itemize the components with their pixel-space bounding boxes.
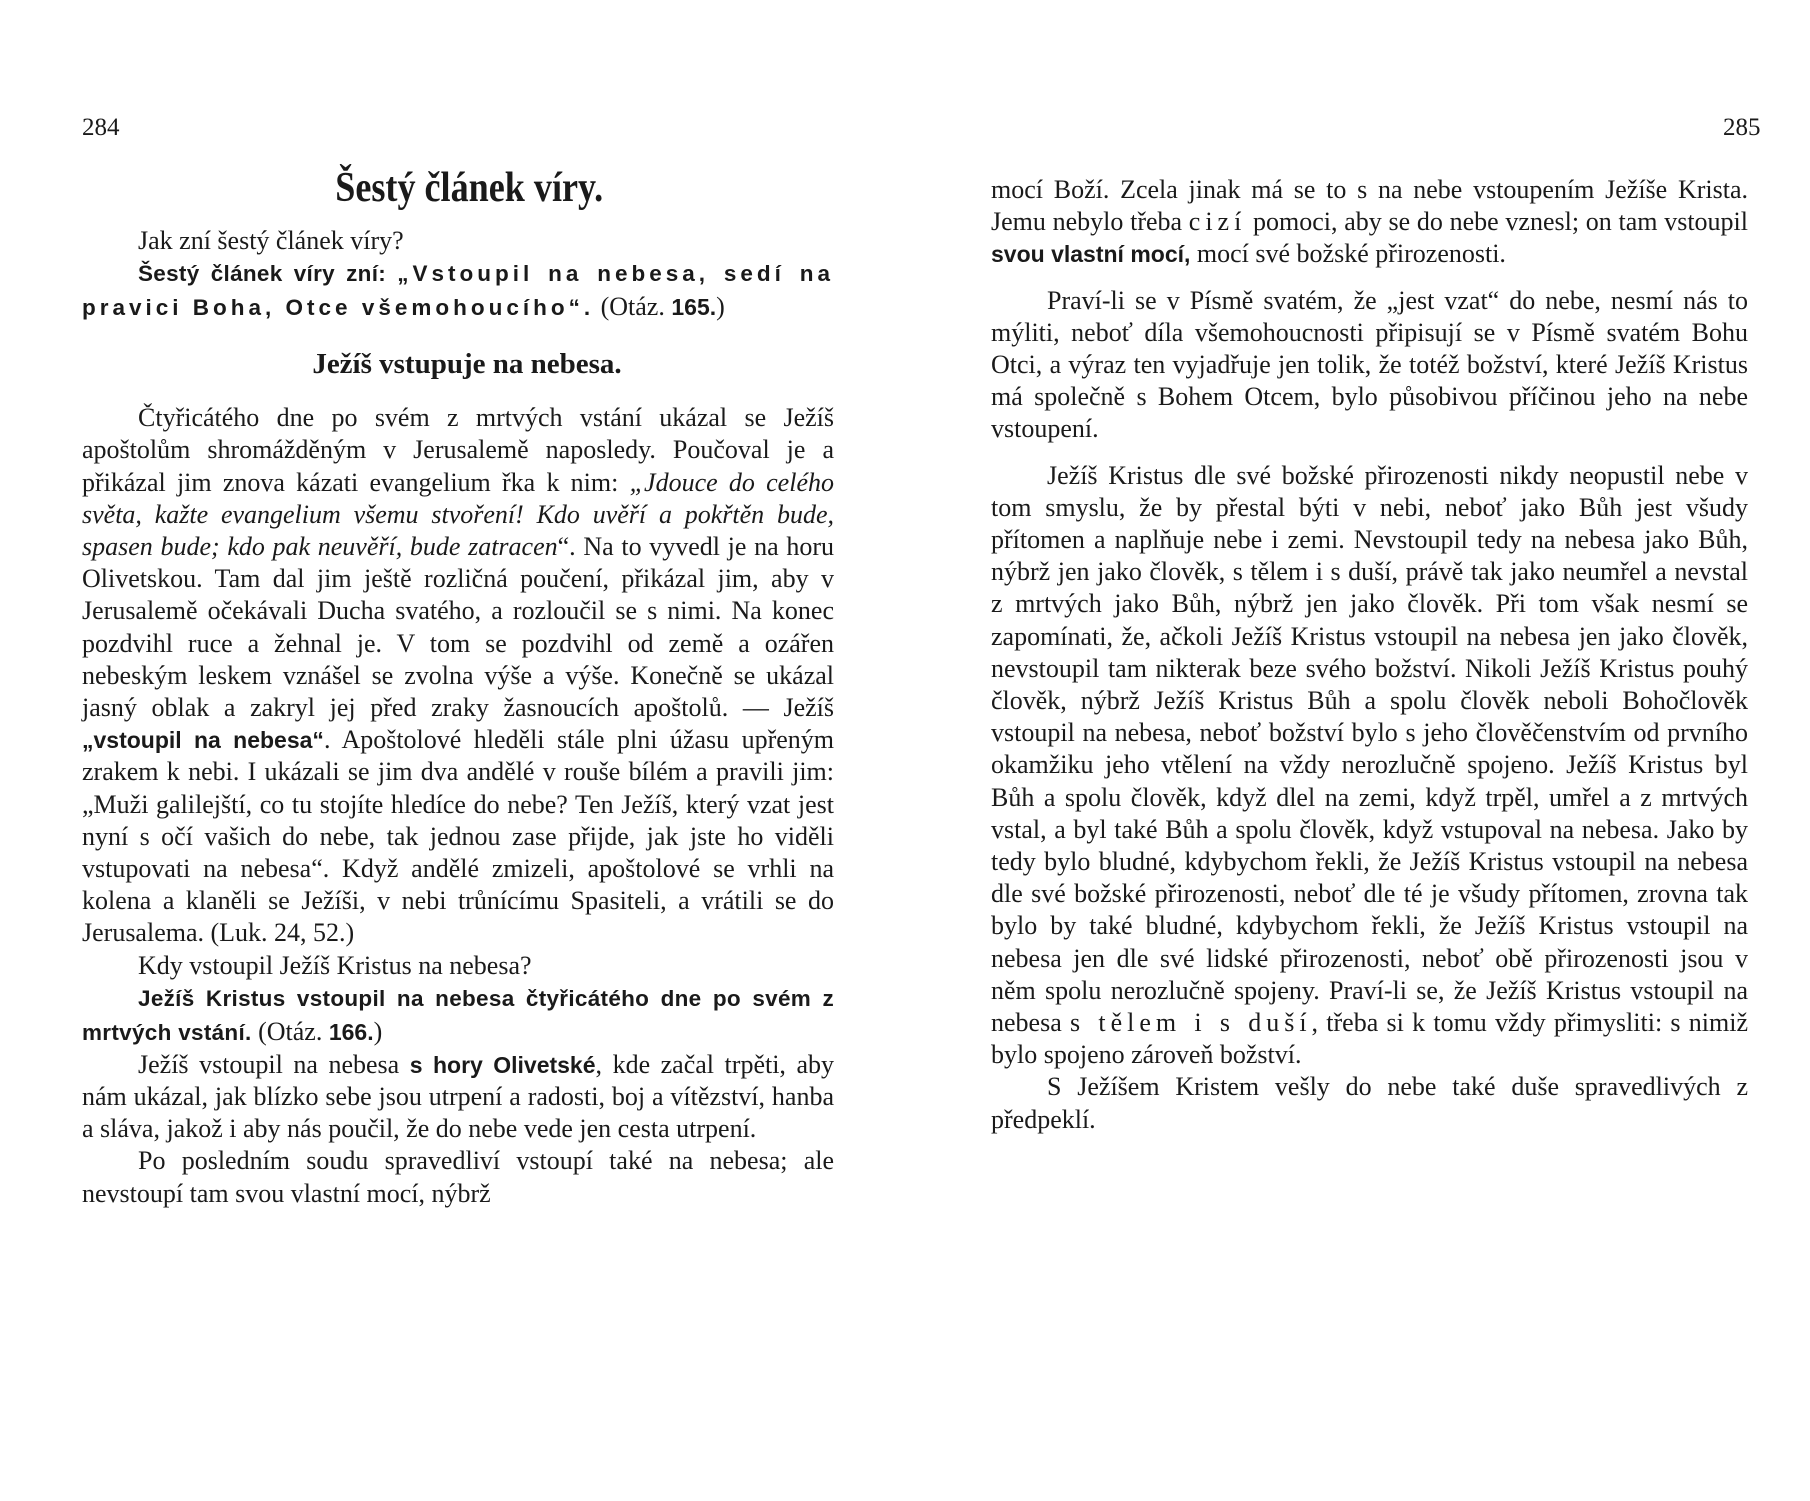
paragraph-last-judgment: Po posledním soudu spravedliví vstoupí také na nebesa; ale nevstoupí tam svou vlastní mocí, nýbrž [82, 1146, 834, 1208]
answer-2 [82, 982, 834, 1049]
right-column [991, 174, 1748, 1136]
section-subtitle: Ježíš vstupuje na nebesa. [312, 348, 622, 381]
paragraph-olivet [82, 1049, 834, 1146]
spaced-phrase: s tělem i s duší [1070, 1008, 1312, 1038]
paragraph-continuation [991, 174, 1748, 271]
answer-1-reference [594, 292, 725, 321]
left-column [82, 165, 834, 1210]
italic-quote: „Jdouce do celého světa, kažte evangelium všemu stvoření! Kdo uvěří a pokřtěn bude, spasen bude; kdo pak neuvěří, bude zatracen [82, 467, 834, 562]
question-2: Kdy vstoupil Ježíš Kristus na nebesa? [138, 950, 532, 980]
chapter-title: Šestý článek víry. [335, 165, 604, 211]
paragraph-divinity [991, 460, 1748, 1072]
text-run: , třeba si k tomu vždy přimysliti: s nimiž bylo spojeno zároveň božství. [991, 1008, 1748, 1070]
text-run: , kde začal trpěti, aby nám ukázal, jak blízko sebe jsou utrpení a radosti, boj a vítězství, hanba a sláva, jakož i aby nás poučil, že do nebe vede jen cesta utrpení. [82, 1049, 835, 1144]
answer-1-creed-text: „Vstoupil na nebesa, sedí na pravici Boha, Otce všemohoucího“. [82, 261, 834, 321]
ref-open: (Otáz. [251, 1016, 329, 1046]
text-run: pomoci, aby se do nebe vznesl; on tam vstoupil [1246, 207, 1749, 237]
text-run: mocí své božské přirozenosti. [1190, 239, 1506, 269]
page-number-left: 284 [82, 114, 120, 141]
bold-phrase: s hory Olivetské [409, 1051, 596, 1078]
ref-close: ) [716, 292, 725, 322]
answer-2-text: Ježíš Kristus vstoupil na nebesa čtyřicátého dne po svém z mrtvých vstání. [82, 985, 834, 1045]
answer-2-reference [252, 1017, 383, 1046]
paragraph-souls: S Ježíšem Kristem vešly do nebe také duše spravedlivých z předpeklí. [991, 1072, 1748, 1134]
text-run: . Apoštolové hleděli stále plni úžasu upřeným zrakem k nebi. I ukázali se jim dva andělé v rouše bílém a pravili jim: „Muži galilejští, co tu stojíte hledíce do nebe? Ten Ježíš, který vzat jest nyní s očí vašich do nebe, tak jednou zase přijde, jak jste ho viděli vstupovati na nebesa“. Když andělé zmizeli, apoštolové se vrhli na kolena a klaněli se Ježíši, v nebi trůnícímu Spasiteli, a vrátili se do Jerusalema. (Luk. 24, 52.) [82, 725, 834, 948]
ref-number: 166. [328, 1018, 374, 1045]
bold-phrase: svou vlastní mocí, [991, 241, 1191, 268]
ref-open: (Otáz. [594, 292, 672, 322]
paragraph-ascension [82, 402, 834, 949]
answer-1 [82, 257, 834, 324]
right-page [905, 0, 1810, 1501]
bold-phrase: „vstoupil na nebesa“ [82, 727, 324, 754]
answer-1-intro: Šestý článek víry zní: [138, 261, 398, 287]
ref-number: 165. [671, 294, 717, 321]
text-run: Ježíš vstoupil na nebesa [138, 1049, 410, 1079]
text-run: Ježíš Kristus dle své božské přirozenosti nikdy neopustil nebe v tom smyslu, že by přestal býti v nebi, neboť jako Bůh jest všudy přítomen a naplňuje nebe i zemi. Nevstoupil tedy na nebesa jako Bůh, nýbrž jen jako člověk, s tělem i s duší, právě tak jako neumřel a nevstal z mrtvých jako Bůh, nýbrž jen jako člověk. Při tom však nesmí se zapomínati, že, ačkoli Ježíš Kristus vstoupil na nebesa jen jako člověk, nevstoupil tam nikterak beze svého božství. Nikoli Ježíš Kristus pouhý člověk, nýbrž Ježíš Kristus Bůh a spolu člověk neboli Bohočlověk vstoupil na nebesa, neboť božství bylo s jeho člověčenstvím od prvního okamžiku jeho vtělení na vždy nerozlučně spojeno. Ježíš Kristus byl Bůh a spolu člověk, když dlel na zemi, když trpěl, umřel a z mrtvých vstal, a byl také Bůh a spolu člověk, když vstupoval na nebesa. Jako by tedy bylo bludné, kdybychom řekli, že Ježíš Kristus vstoupil na nebesa dle své božské přirozenosti, neboť dle té je všudy přítomen, zrovna tak bylo by také bludné, kdybychom řekli, že Ježíš Kristus vstoupil na nebesa jen dle své lidské přirozenosti, neboť obě přirozenosti jsou v něm spolu nerozlučně spojeny. Praví-li se, že Ježíš Kristus vstoupil na nebesa [991, 460, 1748, 1038]
text-run: Čtyřicátého dne po svém z mrtvých vstání ukázal se Ježíš apoštolům shromážděným v Jerusalemě naposledy. Poučoval je a přikázal jim znova kázati evangelium řka k nim: [82, 403, 834, 497]
paragraph-scripture: Praví-li se v Písmě svatém, že „jest vzat“ do nebe, nesmí nás to mýliti, neboť díla všemohoucnosti připisují se v Písmě svatém Bohu Otci, a výraz ten vyjadřuje jen tolik, že totéž božství, které Ježíš Kristus má společně s Bohem Otcem, bylo působivou příčinou jeho na nebe vstoupení. [991, 285, 1748, 444]
spaced-word: cizí [1188, 207, 1247, 237]
text-run: mocí Boží. Zcela jinak má se to s na nebe vstoupením Ježíše Krista. Jemu nebylo třeba [991, 175, 1748, 237]
question-1: Jak zní šestý článek víry? [138, 226, 404, 255]
text-run: “. Na to vyvedl je na horu Olivetskou. Tam dal jim ještě rozličná poučení, přikázal jim, aby v Jerusalemě očekávali Ducha svatého, a rozloučil se s nimi. Na konec pozdvihl ruce a žehnal je. V tom se pozdvihl od země a ozářen nebeským leskem vznášel se zvolna výše a výše. Konečně se ukázal jasný oblak a zakryl jej před zraky žasnoucích apoštolů. — Ježíš [82, 532, 834, 723]
page-number-right: 285 [1723, 114, 1761, 141]
ref-close: ) [373, 1016, 383, 1046]
